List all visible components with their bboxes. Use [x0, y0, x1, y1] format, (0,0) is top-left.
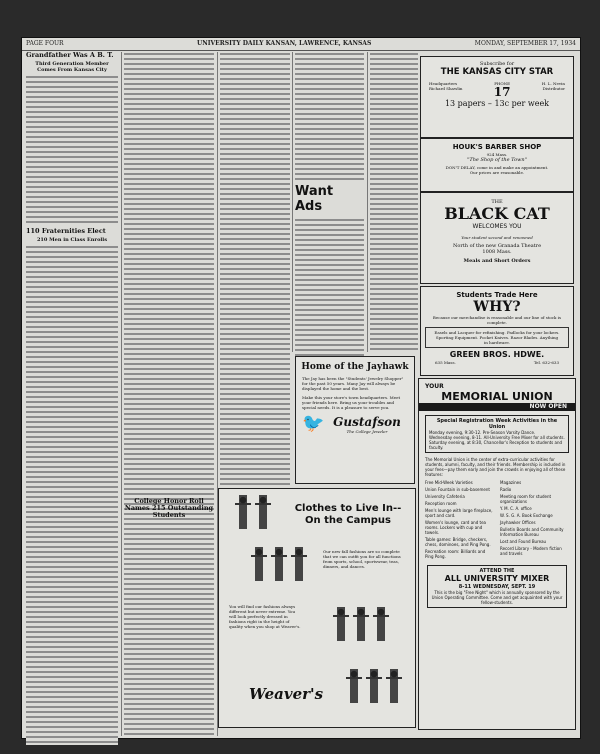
amenity-item: Men's lounge with large fireplace, sport and card.: [425, 508, 493, 518]
ad-jh-body1: The Jay has been the "Students' Jewelry Shopper" for the past 50 years. Many Jay will always be displayed the home and the best.: [302, 376, 404, 391]
ad-gb-why: WHY?: [473, 299, 521, 315]
masthead: UNIVERSITY DAILY KANSAN, LAWRENCE, KANSAS: [197, 40, 372, 47]
ad-weavers-title2: On the Campus: [304, 515, 391, 526]
column-rule: [367, 52, 368, 352]
date-line: MONDAY, SEPTEMBER 17, 1934: [474, 40, 576, 47]
ad-kcs-title: THE KANSAS CITY STAR: [440, 67, 554, 77]
ad-kcs-top: Subscribe for: [479, 61, 515, 67]
ad-houk-title: HOUK'S BARBER SHOP: [452, 143, 542, 151]
article-text: [295, 52, 364, 180]
ad-kansas-city-star: [420, 56, 574, 138]
ad-mu-your: YOUR: [425, 383, 444, 390]
ad-houk-tag: "The Shop of the Town": [467, 157, 527, 163]
amenity-item: Free Mid-Week Varieties: [425, 480, 473, 485]
page-number: PAGE FOUR: [26, 40, 64, 47]
fashion-illustration: [239, 547, 319, 587]
article-text: [124, 52, 214, 736]
page-header: [22, 38, 580, 51]
classified-text: [370, 52, 418, 352]
article-text: [26, 245, 118, 745]
ad-jh-name: Gustafson: [333, 414, 401, 429]
ad-black-cat: [420, 192, 574, 284]
ad-gb-name: GREEN BROS. HDWE.: [449, 350, 545, 359]
ad-kcs-phone-label: PHONE: [494, 81, 511, 86]
ad-kcs-phone: 17: [493, 85, 511, 99]
ad-kcs-price: 13 papers – 13c per week: [444, 99, 550, 108]
article-text: [26, 75, 118, 225]
want-ads-text: [295, 218, 364, 368]
ad-bc-line1: Your student second and renowned: [461, 235, 533, 240]
ad-weavers-body1: Our new fall fashions are so complete that we can outfit you for all functions from sports, school, sportswear, teas, dinners, and dances.: [323, 549, 401, 569]
headline-honor-roll: College Honor Roll Names 215 Outstanding Students: [124, 497, 214, 519]
amenity-item: Women's lounge, card and tea rooms. Lockers with cup and towels.: [425, 520, 486, 535]
amenity-item: Lost and Found Bureau: [500, 539, 547, 544]
ad-weavers-name: Weaver's: [249, 685, 324, 703]
amenity-item: Recreation room: Billiards and Ping Pong.: [425, 549, 486, 559]
amenity-item: Meeting room for student organizations: [500, 494, 552, 504]
ad-bc-line2: North of the new Granada Theatre: [452, 243, 542, 249]
ad-mu-mixer-body: This is the big "Free Night" which is annually sponsored by the Union Operating Committee. Come and get acquainted with your fellow-students.: [431, 590, 563, 605]
newspaper-page: [22, 38, 580, 738]
ad-kcs-right1: H. L. Nevin: [541, 81, 565, 86]
ad-weavers: [218, 488, 416, 728]
amenity-item: W. S. G. A. Book Exchange: [500, 513, 553, 518]
ad-memorial-union: [418, 378, 576, 730]
column-rule: [121, 52, 122, 736]
ad-mu-about: The Memorial Union is the center of extra-curricular activities for students, alumni, faculty, and their friends. Membership is included in your fees—pay them early and join the crowds in enjoying all of these features:: [425, 457, 566, 477]
ad-weavers-title1: Clothes to Live In--: [294, 503, 402, 514]
amenity-item: Y. M. C. A. office: [500, 506, 532, 511]
column-2: [124, 52, 214, 736]
ad-houks-barber: [420, 138, 574, 192]
ad-bc-the: THE: [491, 199, 503, 205]
amenity-item: Union Fountain in sub-basement: [425, 487, 490, 492]
amenity-item: Reception room: [425, 501, 457, 506]
ad-bc-line4: Meals and Short Orders: [463, 258, 531, 264]
ad-gb-top: Students Trade Here: [456, 291, 538, 299]
ad-mu-now: NOW OPEN: [419, 403, 575, 411]
column-rule: [292, 52, 293, 352]
amenity-item: University Cafeteria: [425, 494, 465, 499]
ad-jh-tag: The College Jeweler: [346, 428, 388, 434]
ad-mu-when: 8-11 WEDNESDAY, SEPT. 19: [458, 584, 536, 590]
amenity-item: Table games: Bridge, checkers, chess, dominoes, and Ping Pong.: [425, 537, 491, 547]
headline-grandfather: Grandfather Was A B. T.: [26, 51, 114, 59]
column-4: [295, 52, 364, 352]
ad-mu-special: Special Registration Week Activities in the Union: [436, 418, 558, 430]
honor-roll-head: [124, 497, 214, 519]
article-text: [220, 52, 290, 492]
amenity-item: Bulletin Boards and Community Information Bureau: [500, 527, 564, 537]
amenity-item: Magazines: [500, 480, 522, 485]
ad-jh-title: Home of the Jayhawk: [301, 362, 409, 372]
amenities-left: [425, 480, 494, 561]
ad-houk-line2: Our prices are reasonable.: [469, 170, 525, 175]
amenity-item: Radio: [500, 487, 512, 492]
ad-weavers-body2: You will find our fashions always different but never extreme. You will look perfectly dressed in fashions right in the height of quality when you shop at Weaver's.: [229, 604, 301, 629]
ad-houk-line1: DON'T DELAY, come in and make an appointment.: [445, 165, 549, 170]
want-ads-title: Want Ads: [295, 184, 334, 214]
ad-gb-body: Easels and Lacquer for refinishing. Padlocks for your lockers. Sporting Equipment. Pocket Knives. Razor Blades. Anything in hardware.: [425, 327, 569, 348]
subhead-fraternities: 210 Men in Class Enrolls: [36, 237, 108, 243]
ad-bc-line3: 1008 Mass.: [482, 249, 512, 255]
ad-mu-title: MEMORIAL UNION: [441, 390, 553, 403]
amenity-item: Record Library - Modern fiction and travels: [500, 546, 562, 556]
ad-mu-wed: Wednesday evening, 8-11. All-University Free Mixer for all students.: [429, 435, 565, 440]
ad-green-bros: [420, 286, 574, 376]
ad-jh-body2: Make this your store's town headquarters. Meet your friends here. Bring us your troubles and special needs. It is a pleasure to serve you.: [302, 395, 401, 410]
column-5: [370, 52, 418, 352]
amenity-item: Jayhawker Offices: [500, 520, 536, 525]
column-1: [26, 52, 118, 736]
fashion-illustration: [337, 669, 411, 709]
ad-gb-addr: 635 Mass.: [435, 360, 456, 365]
fashion-illustration: [311, 607, 411, 647]
ad-kcs-right2: Distributor: [542, 86, 565, 91]
ad-houk-addr: 924 Mass.: [486, 152, 508, 157]
ad-bc-welcome: WELCOMES YOU: [472, 223, 522, 230]
ad-kcs-left1: Headquarters: [429, 81, 458, 86]
ad-mu-mon: Monday evening, 9:30-12. Pre-Season Varsity Dance.: [429, 430, 536, 435]
ad-gustafson-jewelry: [295, 356, 415, 484]
column-3: [220, 52, 290, 492]
ad-kcs-left2: Richard Shawlin: [429, 86, 463, 91]
ad-bc-title: BLACK CAT: [444, 204, 550, 223]
fashion-illustration: [223, 495, 283, 535]
amenities-right: [494, 480, 569, 561]
ad-gb-sub: Because our merchandise is reasonable and our line of stock is complete.: [432, 315, 562, 325]
jayhawk-icon: 🐦: [302, 413, 325, 434]
subhead-grandfather: Third Generation Member Comes From Kansas City: [35, 61, 109, 73]
ad-gb-tel: Tel. 632-633: [533, 360, 559, 365]
headline-fraternities: 110 Fraternities Elect: [26, 227, 106, 235]
ad-mu-attend: ATTEND THE: [479, 568, 515, 574]
ad-mu-sat: Saturday evening, at 8:30, Chancellor's Reception to students and faculty.: [429, 440, 563, 450]
ad-mu-mixer: ALL UNIVERSITY MIXER: [444, 574, 550, 583]
